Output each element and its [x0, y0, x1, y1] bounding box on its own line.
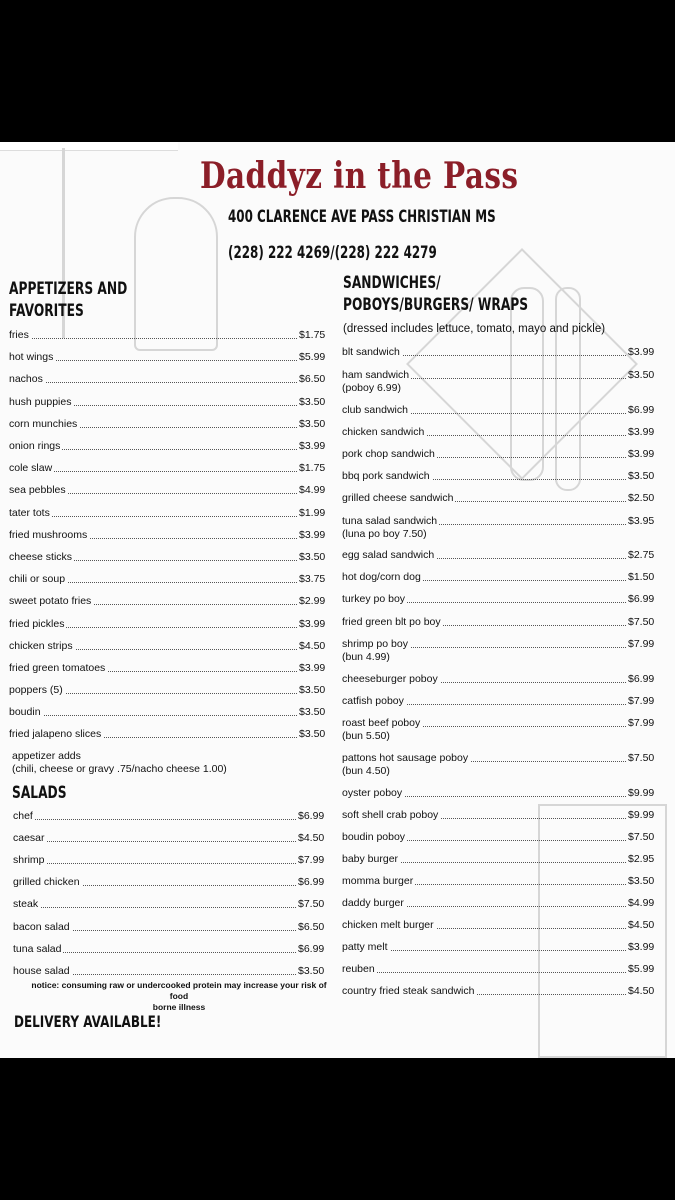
menu-item-price: $7.50 — [628, 831, 655, 843]
menu-item-name: tuna salad — [13, 943, 62, 955]
menu-item — [9, 329, 327, 342]
menu-item-price: $2.75 — [628, 549, 655, 561]
dot-leader — [9, 338, 297, 339]
menu-item-price: $3.95 — [628, 515, 655, 527]
menu-item-name: poppers (5) — [9, 684, 63, 696]
menu-item-price: $1.75 — [299, 462, 326, 474]
menu-item-price: $4.50 — [628, 985, 655, 997]
menu-item-name: chef — [13, 810, 33, 822]
menu-item-price: $3.99 — [299, 618, 326, 630]
menu-item — [342, 638, 660, 663]
menu-item — [342, 985, 660, 998]
menu-item-name: shrimp po boy — [342, 638, 408, 650]
menu-item-price: $7.99 — [628, 717, 655, 729]
menu-item — [342, 787, 660, 800]
menu-item — [9, 662, 327, 675]
appetizers-heading — [9, 278, 127, 322]
menu-item-price: $4.99 — [628, 897, 655, 909]
menu-item — [342, 593, 660, 606]
dot-leader — [13, 907, 296, 908]
menu-item-name: cheese sticks — [9, 551, 73, 563]
menu-item-name: ham sandwich — [342, 369, 410, 381]
dressed-note: (dressed includes lettuce, tomato, mayo and pickle) — [343, 323, 606, 335]
menu-item — [342, 470, 660, 483]
menu-item-name: caesar — [13, 832, 45, 844]
menu-item-name: roast beef poboy — [342, 717, 421, 729]
menu-item — [9, 462, 327, 475]
menu-item-name: bacon salad — [13, 921, 70, 933]
menu-item — [342, 963, 660, 976]
menu-item — [9, 573, 327, 586]
menu-item-name: tater tots — [9, 507, 50, 519]
menu-item-price: $3.99 — [299, 440, 326, 452]
menu-item — [9, 706, 327, 719]
sandwiches-heading-line1: SANDWICHES/ — [343, 273, 441, 293]
menu-item — [13, 854, 327, 867]
dot-leader — [9, 516, 297, 517]
menu-item-price: $5.99 — [299, 351, 326, 363]
menu-item-price: $3.50 — [628, 369, 655, 381]
menu-item — [9, 351, 327, 364]
menu-item — [13, 832, 327, 845]
salads-heading: SALADS — [12, 783, 67, 803]
menu-item-price: $3.50 — [299, 418, 326, 430]
menu-item — [342, 752, 660, 777]
menu-item-name: pork chop sandwich — [342, 448, 435, 460]
menu-item-price: $4.99 — [299, 484, 326, 496]
menu-item-name: boudin poboy — [342, 831, 406, 843]
menu-item-name: tuna salad sandwich — [342, 515, 438, 527]
menu-item-name: soft shell crab poboy — [342, 809, 439, 821]
dot-leader — [13, 819, 296, 820]
watermark-bottle-outline — [134, 197, 218, 351]
menu-item — [342, 346, 660, 359]
menu-item-price: $6.99 — [628, 404, 655, 416]
menu-item-name: hush puppies — [9, 396, 72, 408]
menu-item — [342, 616, 660, 629]
menu-item-price: $7.50 — [298, 898, 325, 910]
menu-item-name: onion rings — [9, 440, 61, 452]
menu-item-price: $3.50 — [299, 706, 326, 718]
menu-item — [9, 684, 327, 697]
sandwiches-heading-line2: POBOYS/BURGERS/ WRAPS — [343, 295, 529, 315]
menu-item-price: $6.50 — [298, 921, 325, 933]
menu-item-price: $3.50 — [628, 875, 655, 887]
menu-item — [9, 595, 327, 608]
menu-item — [9, 373, 327, 386]
menu-item-price: $1.75 — [299, 329, 326, 341]
menu-item-price: $7.99 — [298, 854, 325, 866]
menu-item — [342, 853, 660, 866]
menu-item — [13, 965, 327, 978]
menu-item — [342, 809, 660, 822]
menu-item-name: baby burger — [342, 853, 399, 865]
menu-item — [9, 484, 327, 497]
menu-item-name: fried jalapeno slices — [9, 728, 102, 740]
sandwiches-heading — [343, 272, 528, 316]
menu-item-price: $7.99 — [628, 695, 655, 707]
menu-item — [342, 571, 660, 584]
menu-item-name: nachos — [9, 373, 43, 385]
menu-item-name: pattons hot sausage poboy — [342, 752, 469, 764]
delivery-banner: DELIVERY AVAILABLE! — [14, 1012, 162, 1031]
menu-item-price: $9.99 — [628, 787, 655, 799]
menu-item-price: $3.50 — [299, 396, 326, 408]
appetizer-adds-title: appetizer adds — [12, 750, 81, 762]
dot-leader — [9, 382, 297, 383]
menu-item-price: $1.50 — [628, 571, 655, 583]
menu-item-price: $6.50 — [299, 373, 326, 385]
menu-item — [342, 695, 660, 708]
menu-item-name: chili or soup — [9, 573, 66, 585]
dot-leader — [342, 972, 626, 973]
menu-item-name: grilled cheese sandwich — [342, 492, 454, 504]
menu-item-name: grilled chicken — [13, 876, 80, 888]
menu-sheet — [0, 142, 675, 1058]
menu-item — [342, 515, 660, 540]
menu-item-price: $3.75 — [299, 573, 326, 585]
menu-item-name: blt sandwich — [342, 346, 400, 358]
menu-item-subnote: (bun 4.99) — [342, 651, 390, 663]
menu-item-name: fried mushrooms — [9, 529, 88, 541]
restaurant-phones: (228) 222 4269/(228) 222 4279 — [228, 243, 437, 263]
menu-item-name: sea pebbles — [9, 484, 66, 496]
menu-item-price: $2.95 — [628, 853, 655, 865]
appetizers-heading-line1: APPETIZERS AND — [9, 279, 128, 299]
menu-item — [9, 507, 327, 520]
menu-item-name: reuben — [342, 963, 375, 975]
menu-item-name: chicken sandwich — [342, 426, 425, 438]
menu-item-price: $3.99 — [628, 941, 655, 953]
menu-item-price: $3.99 — [628, 346, 655, 358]
menu-item — [342, 897, 660, 910]
menu-item-price: $3.50 — [298, 965, 325, 977]
menu-item-price: $3.99 — [299, 529, 326, 541]
menu-item-name: chicken strips — [9, 640, 73, 652]
notice-line1: notice: consuming raw or undercooked protein may increase your risk of food — [31, 980, 327, 1001]
menu-item-price: $4.50 — [299, 640, 326, 652]
menu-item-price: $6.99 — [628, 673, 655, 685]
menu-item — [13, 943, 327, 956]
menu-item-price: $1.99 — [299, 507, 326, 519]
menu-item-price: $3.50 — [299, 551, 326, 563]
menu-item-subnote: (bun 4.50) — [342, 765, 390, 777]
menu-item-name: sweet potato fries — [9, 595, 92, 607]
menu-item — [342, 426, 660, 439]
menu-item-name: oyster poboy — [342, 787, 403, 799]
menu-item-name: country fried steak sandwich — [342, 985, 475, 997]
appetizer-adds — [12, 750, 227, 776]
menu-item — [9, 418, 327, 431]
menu-item — [342, 941, 660, 954]
menu-item — [13, 898, 327, 911]
menu-item — [9, 551, 327, 564]
menu-item-name: turkey po boy — [342, 593, 406, 605]
menu-item-price: $3.50 — [299, 728, 326, 740]
menu-item-name: patty melt — [342, 941, 388, 953]
menu-item-price: $5.99 — [628, 963, 655, 975]
menu-item — [13, 876, 327, 889]
menu-item — [9, 728, 327, 741]
menu-item — [342, 919, 660, 932]
menu-item-price: $3.99 — [299, 662, 326, 674]
menu-item — [9, 396, 327, 409]
menu-item-price: $7.50 — [628, 616, 655, 628]
menu-item-name: fried green tomatoes — [9, 662, 106, 674]
menu-item-name: fried pickles — [9, 618, 65, 630]
menu-item-price: $3.99 — [628, 448, 655, 460]
menu-item-price: $6.99 — [298, 943, 325, 955]
menu-item-price: $4.50 — [298, 832, 325, 844]
menu-item — [9, 618, 327, 631]
menu-item-price: $6.99 — [628, 593, 655, 605]
menu-item-name: shrimp — [13, 854, 45, 866]
menu-item-name: bbq pork sandwich — [342, 470, 430, 482]
menu-item-subnote: (luna po boy 7.50) — [342, 528, 427, 540]
appetizers-heading-line2: FAVORITES — [9, 301, 84, 321]
menu-item — [9, 529, 327, 542]
menu-item-price: $7.99 — [628, 638, 655, 650]
dot-leader — [9, 715, 297, 716]
food-safety-notice — [24, 980, 334, 1013]
menu-item-price: $3.50 — [628, 470, 655, 482]
menu-item-price: $3.99 — [628, 426, 655, 438]
menu-item — [342, 404, 660, 417]
menu-item — [342, 831, 660, 844]
menu-item-subnote: (poboy 6.99) — [342, 382, 401, 394]
menu-item-price: $3.50 — [299, 684, 326, 696]
restaurant-name: Daddyz in the Pass — [200, 155, 519, 197]
menu-item — [13, 810, 327, 823]
menu-item-price: $6.99 — [298, 876, 325, 888]
menu-item-name: cheeseburger poboy — [342, 673, 438, 685]
menu-item-price: $2.99 — [299, 595, 326, 607]
menu-item-subnote: (bun 5.50) — [342, 730, 390, 742]
dot-leader — [13, 863, 296, 864]
restaurant-address: 400 CLARENCE AVE PASS CHRISTIAN MS — [228, 207, 496, 227]
menu-item-name: club sandwich — [342, 404, 408, 416]
menu-item-name: hot dog/corn dog — [342, 571, 421, 583]
menu-item-name: daddy burger — [342, 897, 404, 909]
menu-item-name: steak — [13, 898, 39, 910]
menu-item-name: house salad — [13, 965, 70, 977]
dot-leader — [13, 841, 296, 842]
menu-item-name: catfish poboy — [342, 695, 404, 707]
menu-item — [342, 369, 660, 394]
menu-item-name: corn munchies — [9, 418, 78, 430]
menu-item — [13, 921, 327, 934]
menu-item — [9, 440, 327, 453]
menu-item-name: cole slaw — [9, 462, 53, 474]
menu-item-price: $4.50 — [628, 919, 655, 931]
menu-item — [342, 717, 660, 742]
menu-item — [342, 673, 660, 686]
menu-item-name: fries — [9, 329, 29, 341]
appetizer-adds-detail: (chili, cheese or gravy .75/nacho cheese 1.00) — [12, 763, 227, 775]
menu-item — [342, 448, 660, 461]
menu-item-price: $7.50 — [628, 752, 655, 764]
menu-item-name: hot wings — [9, 351, 54, 363]
menu-item-price: $6.99 — [298, 810, 325, 822]
menu-item-name: boudin — [9, 706, 41, 718]
menu-item — [9, 640, 327, 653]
menu-item-name: egg salad sandwich — [342, 549, 435, 561]
menu-item-name: momma burger — [342, 875, 414, 887]
menu-item — [342, 875, 660, 888]
menu-item-name: chicken melt burger — [342, 919, 434, 931]
menu-item-price: $2.50 — [628, 492, 655, 504]
menu-item-name: fried green blt po boy — [342, 616, 441, 628]
notice-line2: borne illness — [152, 1002, 206, 1012]
menu-item-price: $9.99 — [628, 809, 655, 821]
menu-item — [342, 549, 660, 562]
menu-item — [342, 492, 660, 505]
